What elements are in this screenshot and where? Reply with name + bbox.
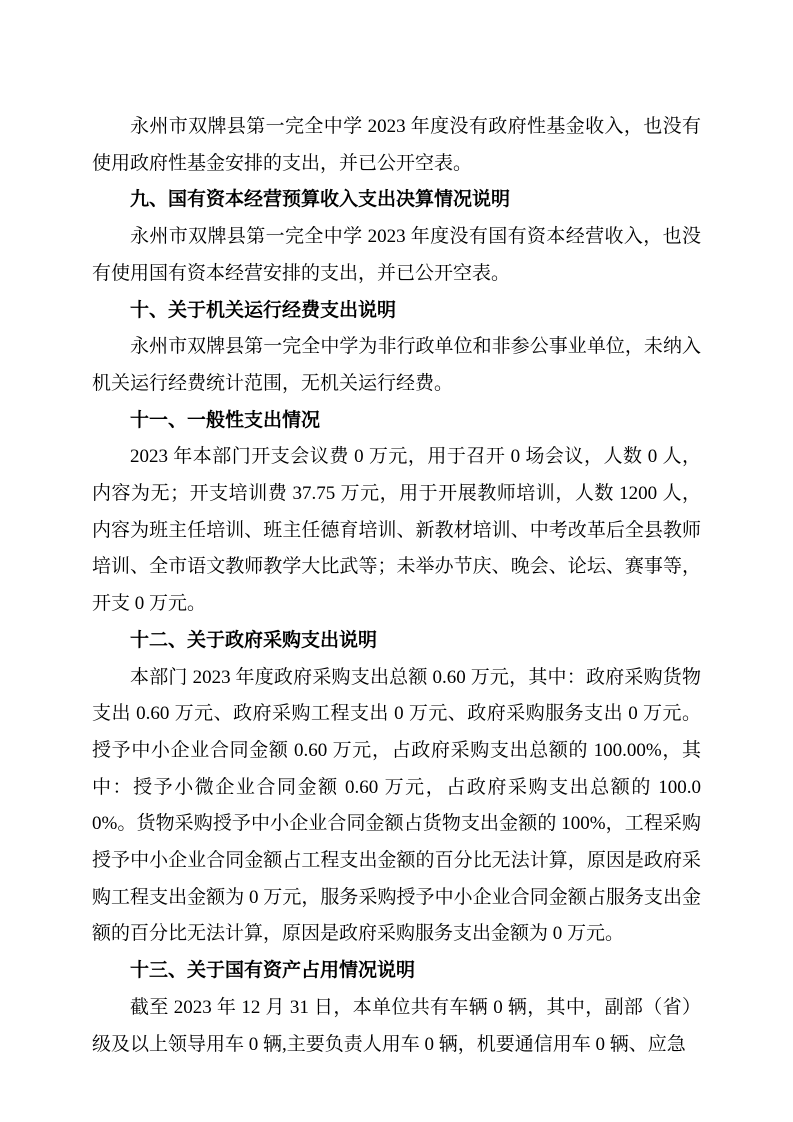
body-paragraph: 截至 2023 年 12 月 31 日，本单位共有车辆 0 辆，其中，副部（省）级及以上领导用车 0 辆,主要负责人用车 0 辆，机要通信用车 0 辆、应急	[92, 996, 701, 1055]
body-paragraph: 2023 年本部门开支会议费 0 万元，用于召开 0 场会议，人数 0 人，内容为无；开支培训费 37.75 万元，用于开展教师培训，人数 1200 人，内容为班主任培训、班主任德育培训、新教材培训、中考改革后全县教师培训、全市语文教师教学大比武等；未举办节庆、晚会、论坛、赛事等，开支 0 万元。	[92, 446, 701, 615]
body-paragraph: 永州市双牌县第一完全中学为非行政单位和非参公事业单位，未纳入机关运行经费统计范围，无机关运行经费。	[92, 336, 701, 394]
body-paragraph: 永州市双牌县第一完全中学 2023 年度没有国有资本经营收入，也没有使用国有资本经营安排的支出，并已公开空表。	[92, 226, 701, 284]
section-heading-11: 十一、一般性支出情况	[130, 409, 321, 431]
body-paragraph: 永州市双牌县第一完全中学 2023 年度没有政府性基金收入，也没有使用政府性基金安排的支出，并已公开空表。	[92, 116, 701, 174]
body-paragraph: 本部门 2023 年度政府采购支出总额 0.60 万元，其中：政府采购货物支出 0.60 万元、政府采购工程支出 0 万元、政府采购服务支出 0 万元。授予中小企业合同金额 0.60 万元，占政府采购支出总额的 100.00%，其中：授予小微企业合同金额 0.60 万元，占政府采购支出总额的 100.00%。货物采购授予中小企业合同金额占货物支出金额的 100%，工程采购授予中小企业合同金额占工程支出金额的百分比无法计算，原因是政府采购工程支出金额为 0 万元，服务采购授予中小企业合同金额占服务支出金额的百分比无法计算，原因是政府采购服务支出金额为 0 万元。	[92, 666, 701, 945]
section-heading-10: 十、关于机关运行经费支出说明	[130, 299, 397, 321]
section-heading-9: 九、国有资本经营预算收入支出决算情况说明	[130, 189, 511, 211]
section-heading-12: 十二、关于政府采购支出说明	[130, 629, 378, 651]
section-heading-13: 十三、关于国有资产占用情况说明	[130, 960, 416, 982]
